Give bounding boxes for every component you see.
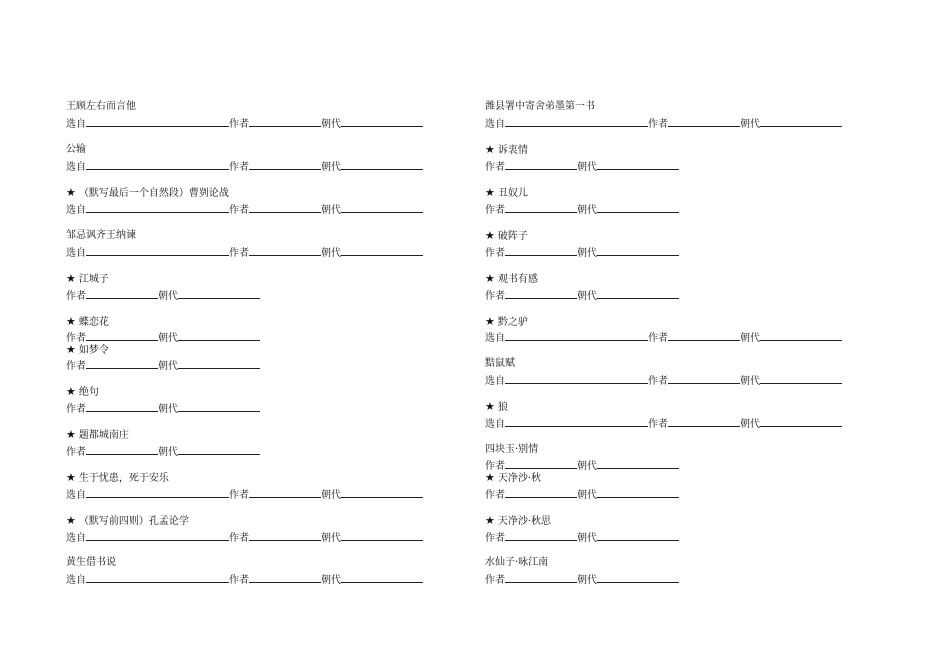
entry-title-text: 题都城南庄 bbox=[78, 430, 129, 441]
dynasty-label: 朝代 bbox=[740, 119, 760, 130]
dynasty-blank[interactable] bbox=[760, 416, 842, 427]
dynasty-blank[interactable] bbox=[341, 202, 423, 213]
fill-line bbox=[485, 288, 679, 300]
entry-title-text: 诉衷情 bbox=[497, 145, 528, 156]
author-blank[interactable] bbox=[505, 288, 577, 299]
dynasty-label: 朝代 bbox=[577, 461, 597, 472]
source-label: 选自 bbox=[66, 162, 86, 173]
dynasty-blank[interactable] bbox=[597, 530, 679, 541]
star-icon: ★ bbox=[485, 514, 495, 527]
entry-title bbox=[485, 358, 515, 370]
author-label: 作者 bbox=[485, 461, 505, 472]
dynasty-blank[interactable] bbox=[597, 202, 679, 213]
author-blank[interactable] bbox=[86, 358, 158, 369]
entry-title-text: 水仙子·咏江南 bbox=[485, 557, 549, 568]
author-blank[interactable] bbox=[668, 330, 740, 341]
dynasty-label: 朝代 bbox=[321, 162, 341, 173]
author-blank[interactable] bbox=[249, 245, 321, 256]
star-icon: ★ bbox=[66, 471, 76, 484]
star-icon: ★ bbox=[66, 428, 76, 441]
source-label: 选自 bbox=[66, 533, 86, 544]
star-icon: ★ bbox=[66, 272, 76, 285]
dynasty-blank[interactable] bbox=[341, 245, 423, 256]
star-icon: ★ bbox=[66, 514, 76, 527]
author-label: 作者 bbox=[66, 291, 86, 302]
author-blank[interactable] bbox=[505, 159, 577, 170]
source-blank[interactable] bbox=[86, 572, 229, 583]
fill-line bbox=[66, 330, 260, 342]
author-label: 作者 bbox=[66, 361, 86, 372]
dynasty-blank[interactable] bbox=[760, 116, 842, 127]
author-label: 作者 bbox=[485, 291, 505, 302]
dynasty-label: 朝代 bbox=[577, 490, 597, 501]
entry-title bbox=[485, 316, 528, 328]
author-label: 作者 bbox=[485, 575, 505, 586]
source-label: 选自 bbox=[66, 575, 86, 586]
author-label: 作者 bbox=[229, 248, 249, 259]
entry-title-text: 狼 bbox=[497, 402, 508, 413]
author-label: 作者 bbox=[229, 533, 249, 544]
entry-title bbox=[485, 515, 551, 527]
author-blank[interactable] bbox=[249, 159, 321, 170]
author-blank[interactable] bbox=[505, 530, 577, 541]
entry-title-text: 观书有感 bbox=[497, 274, 538, 285]
source-blank[interactable] bbox=[86, 159, 229, 170]
fill-line bbox=[485, 458, 679, 470]
author-label: 作者 bbox=[66, 447, 86, 458]
source-label: 选自 bbox=[485, 376, 505, 387]
star-icon: ★ bbox=[485, 272, 495, 285]
entry-title-text: 丑奴儿 bbox=[497, 188, 528, 199]
author-blank[interactable] bbox=[249, 202, 321, 213]
entry-title bbox=[485, 101, 595, 113]
author-label: 作者 bbox=[229, 490, 249, 501]
dynasty-blank[interactable] bbox=[597, 572, 679, 583]
dynasty-label: 朝代 bbox=[158, 447, 178, 458]
author-label: 作者 bbox=[66, 404, 86, 415]
entry-title bbox=[66, 429, 129, 441]
dynasty-blank[interactable] bbox=[341, 159, 423, 170]
star-icon: ★ bbox=[66, 315, 76, 328]
dynasty-label: 朝代 bbox=[740, 376, 760, 387]
author-blank[interactable] bbox=[668, 373, 740, 384]
dynasty-label: 朝代 bbox=[321, 533, 341, 544]
dynasty-label: 朝代 bbox=[740, 419, 760, 430]
dynasty-blank[interactable] bbox=[178, 288, 260, 299]
entry-title-text: 黠鼠赋 bbox=[485, 358, 515, 369]
entry-title bbox=[485, 444, 538, 456]
dynasty-blank[interactable] bbox=[597, 458, 679, 469]
dynasty-blank[interactable] bbox=[341, 572, 423, 583]
source-label: 选自 bbox=[485, 419, 505, 430]
dynasty-blank[interactable] bbox=[760, 373, 842, 384]
source-blank[interactable] bbox=[86, 116, 229, 127]
dynasty-blank[interactable] bbox=[597, 288, 679, 299]
author-blank[interactable] bbox=[86, 288, 158, 299]
entry-title bbox=[66, 515, 189, 527]
author-blank[interactable] bbox=[505, 202, 577, 213]
dynasty-blank[interactable] bbox=[178, 401, 260, 412]
star-icon: ★ bbox=[66, 343, 76, 356]
dynasty-label: 朝代 bbox=[740, 333, 760, 344]
entry-title bbox=[485, 401, 508, 413]
source-blank[interactable] bbox=[505, 330, 648, 341]
author-blank[interactable] bbox=[249, 116, 321, 127]
entry-title-text: 如梦令 bbox=[78, 345, 109, 356]
entry-title-text: 邹忌讽齐王纳谏 bbox=[66, 230, 136, 241]
fill-line bbox=[66, 288, 260, 300]
dynasty-label: 朝代 bbox=[321, 205, 341, 216]
author-blank[interactable] bbox=[249, 572, 321, 583]
author-label: 作者 bbox=[485, 205, 505, 216]
star-icon: ★ bbox=[485, 143, 495, 156]
author-label: 作者 bbox=[66, 333, 86, 344]
entry-title-text: 蝶恋花 bbox=[78, 317, 109, 328]
dynasty-label: 朝代 bbox=[321, 248, 341, 259]
entry-title-text: 天净沙·秋思 bbox=[497, 516, 552, 527]
dynasty-blank[interactable] bbox=[341, 530, 423, 541]
author-label: 作者 bbox=[485, 490, 505, 501]
dynasty-label: 朝代 bbox=[158, 361, 178, 372]
author-blank[interactable] bbox=[86, 401, 158, 412]
dynasty-label: 朝代 bbox=[577, 291, 597, 302]
dynasty-label: 朝代 bbox=[321, 119, 341, 130]
entry-title-text: 天净沙·秋 bbox=[497, 473, 542, 484]
star-icon: ★ bbox=[485, 471, 495, 484]
author-blank[interactable] bbox=[668, 116, 740, 127]
entry-title-text: 生于忧患，死于安乐 bbox=[78, 473, 169, 484]
dynasty-label: 朝代 bbox=[158, 404, 178, 415]
fill-line bbox=[66, 245, 423, 257]
dynasty-label: 朝代 bbox=[577, 205, 597, 216]
entry-title bbox=[66, 273, 109, 285]
dynasty-label: 朝代 bbox=[158, 291, 178, 302]
entry-title bbox=[66, 344, 109, 356]
star-icon: ★ bbox=[485, 229, 495, 242]
author-label: 作者 bbox=[648, 419, 668, 430]
author-blank[interactable] bbox=[505, 487, 577, 498]
entry-title-text: 江城子 bbox=[78, 274, 109, 285]
fill-line bbox=[485, 416, 842, 428]
dynasty-label: 朝代 bbox=[577, 533, 597, 544]
dynasty-blank[interactable] bbox=[760, 330, 842, 341]
entry-title-text: 绝句 bbox=[78, 387, 99, 398]
author-label: 作者 bbox=[648, 333, 668, 344]
author-label: 作者 bbox=[485, 162, 505, 173]
entry-title-text: 破阵子 bbox=[497, 231, 528, 242]
star-icon: ★ bbox=[485, 400, 495, 413]
source-label: 选自 bbox=[485, 333, 505, 344]
dynasty-label: 朝代 bbox=[321, 575, 341, 586]
fill-line bbox=[66, 530, 423, 542]
dynasty-blank[interactable] bbox=[178, 444, 260, 455]
dynasty-label: 朝代 bbox=[577, 162, 597, 173]
source-blank[interactable] bbox=[86, 245, 229, 256]
dynasty-blank[interactable] bbox=[597, 159, 679, 170]
dynasty-label: 朝代 bbox=[321, 490, 341, 501]
author-label: 作者 bbox=[229, 162, 249, 173]
fill-line bbox=[66, 116, 423, 128]
dynasty-blank[interactable] bbox=[597, 245, 679, 256]
source-label: 选自 bbox=[66, 205, 86, 216]
fill-line bbox=[66, 202, 423, 214]
author-blank[interactable] bbox=[86, 444, 158, 455]
dynasty-blank[interactable] bbox=[341, 487, 423, 498]
fill-line bbox=[485, 373, 842, 385]
dynasty-label: 朝代 bbox=[158, 333, 178, 344]
source-blank[interactable] bbox=[86, 487, 229, 498]
entry-title-text: 黔之驴 bbox=[497, 317, 528, 328]
entry-title bbox=[66, 144, 86, 156]
fill-line bbox=[66, 572, 423, 584]
dynasty-blank[interactable] bbox=[341, 116, 423, 127]
fill-line bbox=[485, 159, 679, 171]
dynasty-label: 朝代 bbox=[577, 575, 597, 586]
entry-title-text: （默写最后一个自然段）曹刿论战 bbox=[78, 188, 229, 199]
author-blank[interactable] bbox=[86, 330, 158, 341]
fill-line bbox=[485, 572, 679, 584]
fill-line bbox=[485, 202, 679, 214]
entry-title-text: （默写前四则）孔孟论学 bbox=[78, 516, 189, 527]
entry-title bbox=[66, 386, 99, 398]
entry-title bbox=[66, 316, 109, 328]
author-label: 作者 bbox=[648, 376, 668, 387]
fill-line bbox=[66, 444, 260, 456]
entry-title bbox=[485, 144, 528, 156]
dynasty-blank[interactable] bbox=[597, 487, 679, 498]
entry-title-text: 潍县署中寄舍弟墨第一书 bbox=[485, 101, 595, 112]
fill-line bbox=[485, 530, 679, 542]
author-label: 作者 bbox=[485, 248, 505, 259]
source-blank[interactable] bbox=[86, 530, 229, 541]
author-label: 作者 bbox=[229, 575, 249, 586]
entry-title-text: 黄生借书说 bbox=[66, 557, 116, 568]
fill-line bbox=[485, 487, 679, 499]
author-blank[interactable] bbox=[249, 530, 321, 541]
fill-line bbox=[485, 330, 842, 342]
author-label: 作者 bbox=[229, 119, 249, 130]
entry-title bbox=[66, 101, 136, 113]
dynasty-label: 朝代 bbox=[577, 248, 597, 259]
author-blank[interactable] bbox=[505, 458, 577, 469]
author-blank[interactable] bbox=[249, 487, 321, 498]
entry-title bbox=[66, 472, 169, 484]
star-icon: ★ bbox=[485, 186, 495, 199]
entry-title-text: 王顾左右而言他 bbox=[66, 101, 136, 112]
fill-line bbox=[485, 245, 679, 257]
author-blank[interactable] bbox=[505, 245, 577, 256]
source-label: 选自 bbox=[485, 119, 505, 130]
source-blank[interactable] bbox=[505, 373, 648, 384]
fill-line bbox=[485, 116, 842, 128]
entry-title-text: 公输 bbox=[66, 144, 86, 155]
author-label: 作者 bbox=[648, 119, 668, 130]
fill-line bbox=[66, 487, 423, 499]
entry-title bbox=[66, 230, 136, 242]
entry-title-text: 四块玉·别情 bbox=[485, 444, 539, 455]
source-label: 选自 bbox=[66, 119, 86, 130]
author-blank[interactable] bbox=[668, 416, 740, 427]
author-label: 作者 bbox=[229, 205, 249, 216]
entry-title bbox=[485, 230, 528, 242]
fill-line bbox=[66, 358, 260, 370]
fill-line bbox=[66, 401, 260, 413]
entry-title bbox=[485, 472, 541, 484]
entry-title bbox=[66, 557, 116, 569]
source-blank[interactable] bbox=[86, 202, 229, 213]
source-label: 选自 bbox=[66, 248, 86, 259]
entry-title bbox=[485, 273, 538, 285]
source-blank[interactable] bbox=[505, 416, 648, 427]
fill-line bbox=[66, 159, 423, 171]
entry-title bbox=[66, 187, 229, 199]
source-blank[interactable] bbox=[505, 116, 648, 127]
dynasty-blank[interactable] bbox=[178, 330, 260, 341]
dynasty-blank[interactable] bbox=[178, 358, 260, 369]
star-icon: ★ bbox=[485, 315, 495, 328]
star-icon: ★ bbox=[66, 186, 76, 199]
entry-title bbox=[485, 187, 528, 199]
star-icon: ★ bbox=[66, 385, 76, 398]
entry-title bbox=[485, 557, 548, 569]
author-label: 作者 bbox=[485, 533, 505, 544]
author-blank[interactable] bbox=[505, 572, 577, 583]
source-label: 选自 bbox=[66, 490, 86, 501]
